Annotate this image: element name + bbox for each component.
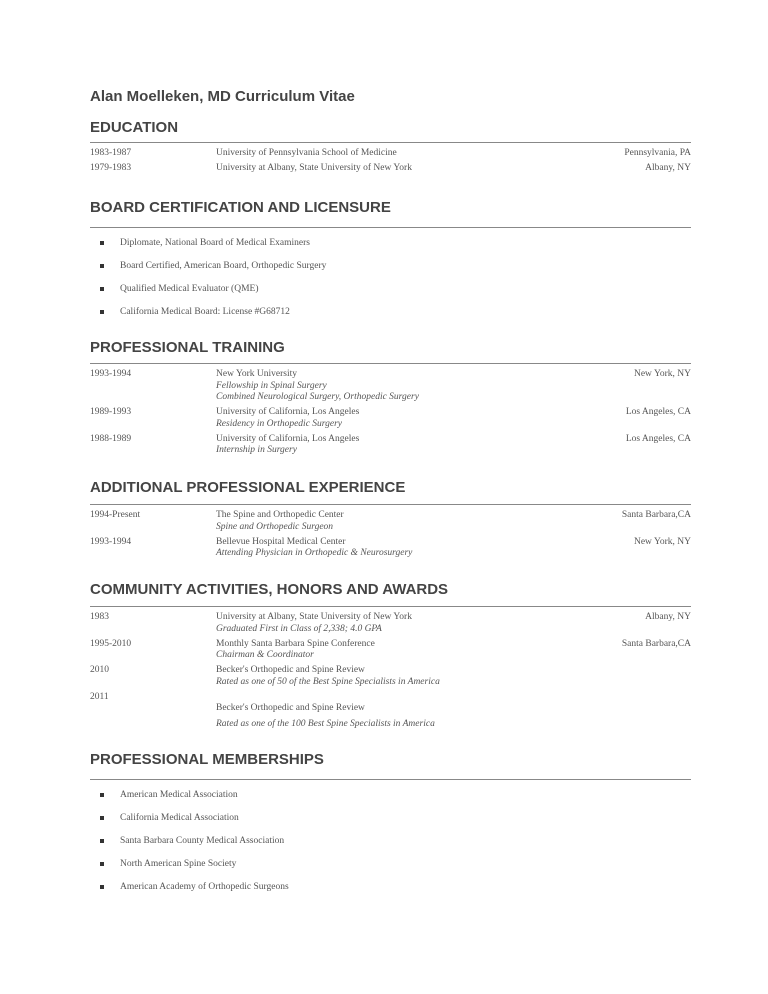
entry-location: Pennsylvania, PA [624, 148, 691, 158]
entry-date: 1993-1994 [90, 536, 132, 547]
entry-location: New York, NY [633, 536, 691, 547]
entry-list [90, 148, 691, 175]
entry-institution: Becker's Orthopedic and Spine Review [216, 665, 365, 675]
divider [90, 606, 691, 607]
entry-role: Graduated First in Class of 2,338; 4.0 GPA [216, 623, 382, 634]
entry-institution: University at Albany, State University of New York [216, 163, 412, 173]
section-memberships [90, 751, 691, 905]
entry-location: Albany, NY [645, 612, 691, 622]
square-bullet-icon [100, 862, 104, 866]
entry-date: 1995-2010 [90, 638, 132, 649]
entry-row [90, 148, 691, 160]
section-heading: EDUCATION [90, 119, 179, 136]
section-heading: BOARD CERTIFICATION AND LICENSURE [90, 199, 391, 216]
bullet-item [90, 882, 691, 905]
square-bullet-icon [100, 839, 104, 843]
entry-institution: Monthly Santa Barbara Spine Conference [216, 638, 375, 649]
bullet-item [90, 284, 691, 307]
entry-institution: Becker's Orthopedic and Spine Review [216, 702, 365, 713]
entry-date: 1979-1983 [90, 163, 132, 173]
bullet-item [90, 859, 691, 882]
entry-role: Combined Neurological Surgery, Orthopedic Surgery [216, 392, 419, 402]
entry-location: Los Angeles, CA [625, 407, 691, 417]
entry-role: Chairman & Coordinator [216, 650, 314, 660]
entry-date: 1993-1994 [90, 369, 132, 379]
entry-role: Rated as one of 50 of the Best Spine Specialists in America [216, 676, 440, 687]
entry-role: Residency in Orthopedic Surgery [216, 418, 343, 429]
document-title: Alan Moelleken, MD Curriculum Vitae [90, 88, 355, 105]
entry-body [216, 510, 691, 533]
entry-role: Rated as one of the 100 Best Spine Specialists in America [216, 719, 435, 729]
entry-body [216, 434, 691, 457]
bullet-text: Diplomate, National Board of Medical Examiners [120, 238, 310, 248]
entry-location: Santa Barbara,CA [621, 510, 691, 520]
entry-location: Los Angeles, CA [625, 433, 691, 444]
square-bullet-icon [100, 793, 104, 797]
section-heading: PROFESSIONAL TRAINING [90, 339, 285, 356]
divider [90, 227, 691, 228]
entry-institution: University of Pennsylvania School of Medicine [216, 148, 397, 158]
entry-body [216, 537, 691, 560]
entry-role: Spine and Orthopedic Surgeon [216, 521, 334, 532]
entry-list [90, 612, 691, 731]
bullet-text: American Medical Association [120, 790, 238, 800]
entry-institution: University of California, Los Angeles [216, 433, 360, 444]
bullet-item [90, 813, 691, 836]
bullet-item [90, 238, 691, 261]
square-bullet-icon [100, 287, 104, 291]
entry-body [216, 612, 691, 635]
entry-institution: University at Albany, State University of New York [216, 612, 412, 622]
entry-list [90, 510, 691, 560]
entry-institution: The Spine and Orthopedic Center [216, 510, 344, 520]
section-heading: PROFESSIONAL MEMBERSHIPS [90, 751, 324, 768]
bullet-text: Qualified Medical Evaluator (QME) [120, 284, 259, 294]
square-bullet-icon [100, 264, 104, 268]
entry-date: 1983 [90, 612, 109, 622]
bullet-item [90, 307, 691, 330]
entry-list [90, 369, 691, 457]
entry-date: 1994-Present [90, 510, 141, 520]
entry-body [216, 407, 691, 430]
entry-body [216, 639, 691, 662]
entry-date: 2011 [90, 691, 109, 702]
entry-row [90, 612, 691, 635]
entry-role: Internship in Surgery [216, 445, 297, 455]
entry-location: Albany, NY [645, 163, 691, 173]
section-heading: COMMUNITY ACTIVITIES, HONORS AND AWARDS [90, 581, 449, 598]
square-bullet-icon [100, 885, 104, 889]
divider [90, 504, 691, 505]
section-board-certification [90, 199, 691, 330]
divider [90, 363, 691, 364]
square-bullet-icon [100, 310, 104, 314]
bullet-item [90, 261, 691, 284]
entry-date: 1989-1993 [90, 407, 132, 417]
section-community-honors [90, 581, 691, 734]
entry-row [90, 537, 691, 560]
bullet-text: California Medical Association [120, 813, 239, 823]
entry-row [90, 510, 691, 533]
entry-row [90, 665, 691, 688]
divider [90, 142, 691, 143]
entry-body [216, 163, 691, 175]
entry-date: 1988-1989 [90, 433, 132, 444]
entry-role: Attending Physician in Orthopedic & Neurosurgery [216, 548, 413, 558]
entry-row [90, 407, 691, 430]
entry-row [90, 692, 691, 731]
square-bullet-icon [100, 816, 104, 820]
bullet-text: North American Spine Society [120, 859, 237, 869]
entry-row [90, 163, 691, 175]
section-heading: ADDITIONAL PROFESSIONAL EXPERIENCE [90, 479, 406, 496]
entry-location: New York, NY [633, 369, 691, 379]
entry-row [90, 639, 691, 662]
entry-body [216, 369, 691, 404]
entry-institution: New York University [216, 369, 298, 379]
bullet-item [90, 790, 691, 813]
entry-role: Fellowship in Spinal Surgery [216, 380, 327, 391]
section-professional-training [90, 339, 691, 460]
entry-institution: Bellevue Hospital Medical Center [216, 536, 346, 547]
entry-date: 1983-1987 [90, 148, 132, 158]
bullet-list [90, 238, 691, 330]
bullet-text: American Academy of Orthopedic Surgeons [120, 882, 289, 892]
entry-institution: University of California, Los Angeles [216, 407, 360, 417]
entry-body [216, 692, 691, 731]
entry-location: Santa Barbara,CA [621, 638, 691, 649]
bullet-item [90, 836, 691, 859]
entry-date: 2010 [90, 665, 109, 675]
entry-row [90, 434, 691, 457]
bullet-text: Board Certified, American Board, Orthopedic Surgery [120, 261, 327, 271]
entry-row [90, 369, 691, 404]
section-education [90, 119, 691, 178]
bullet-list [90, 790, 691, 905]
bullet-text: Santa Barbara County Medical Association [120, 836, 285, 846]
section-additional-experience [90, 479, 691, 563]
entry-body [216, 148, 691, 160]
entry-body [216, 665, 691, 688]
square-bullet-icon [100, 241, 104, 245]
bullet-text: California Medical Board: License #G68712 [120, 307, 290, 317]
divider [90, 779, 691, 780]
